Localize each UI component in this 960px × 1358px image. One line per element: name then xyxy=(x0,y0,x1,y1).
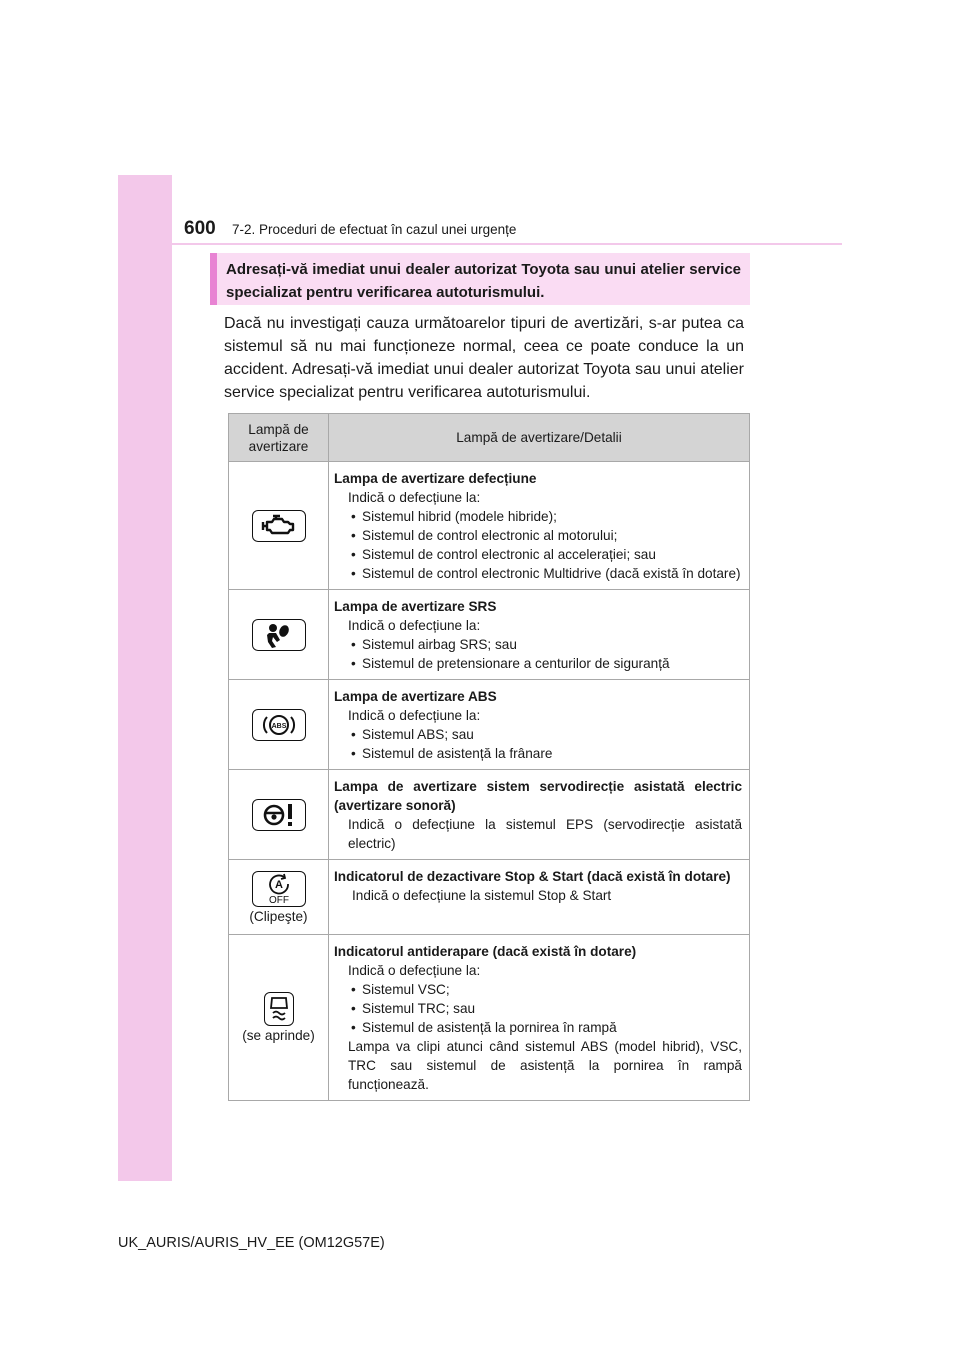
details-cell xyxy=(329,590,750,680)
table-header-row xyxy=(229,414,750,462)
lamp-title: Lampa de avertizare SRS xyxy=(334,599,497,614)
list-item: • Sistemul TRC; sau xyxy=(348,999,742,1018)
list-item: • Sistemul airbag SRS; sau xyxy=(348,635,742,654)
bullet-list xyxy=(334,507,742,583)
icon-cell xyxy=(229,860,329,935)
icon-cell xyxy=(229,935,329,1101)
header-lamp: Lampă de avertizare xyxy=(229,414,329,462)
lamp-title: Indicatorul de dezactivare Stop & Start (dacă există în dotare) xyxy=(334,869,731,884)
header-divider xyxy=(172,243,842,245)
icon-caption: (Clipeşte) xyxy=(249,908,308,924)
bullet-list xyxy=(334,635,742,673)
lamp-subtitle: Indică o defecțiune la sistemul EPS (servodirecție asistată electric) xyxy=(348,817,742,851)
svg-text:OFF: OFF xyxy=(268,894,289,906)
steering-warning-icon xyxy=(252,799,306,831)
lamp-title: Lampa de avertizare defecțiune xyxy=(334,471,537,486)
stop-start-off-icon xyxy=(252,871,306,907)
lamp-subtitle: Indică o defecțiune la sistemul Stop & Start xyxy=(352,888,612,903)
table-row xyxy=(229,935,750,1101)
icon-cell xyxy=(229,770,329,860)
intro-paragraph: Dacă nu investigați cauza următoarelor tipuri de avertizări, s-ar putea ca sistemul să nu mai funcționeze normal, ceea ce poate conduce la un accident. Adresați-vă imediat unui dealer autorizat Toyota sau unui atelier service specializat pentru verificarea autoturismului. xyxy=(224,315,744,401)
list-item: • Sistemul de control electronic al accelerației; sau xyxy=(348,545,742,564)
details-cell xyxy=(329,462,750,590)
lamp-title: Indicatorul antiderapare (dacă există în dotare) xyxy=(334,944,637,959)
engine-icon xyxy=(252,510,306,542)
lamp-subtitle: Indică o defecțiune la: xyxy=(348,490,481,505)
details-cell xyxy=(329,935,750,1101)
bullet-list xyxy=(334,725,742,763)
side-accent-band xyxy=(118,175,172,1181)
table-row xyxy=(229,590,750,680)
list-item: • Sistemul de control electronic al motorului; xyxy=(348,526,742,545)
airbag-icon xyxy=(252,619,306,651)
table-row xyxy=(229,462,750,590)
list-item: • Sistemul VSC; xyxy=(348,980,742,999)
lamp-subtitle: Indică o defecțiune la: xyxy=(348,708,481,723)
skid-icon xyxy=(264,992,294,1026)
icon-cell xyxy=(229,462,329,590)
list-item: • Sistemul de asistență la pornirea în rampă xyxy=(348,1018,742,1037)
details-cell xyxy=(329,860,750,935)
lamp-subtitle: Indică o defecțiune la: xyxy=(348,618,481,633)
lamp-title: Lampa de avertizare ABS xyxy=(334,689,497,704)
details-cell xyxy=(329,770,750,860)
list-item: • Sistemul de asistență la frânare xyxy=(348,744,742,763)
lamp-title: Lampa de avertizare sistem servodirecție asistată electric (avertizare sonoră) xyxy=(334,779,742,813)
callout-box: Adresați-vă imediat unui dealer autorizat Toyota sau unui atelier service specializat pentru verificarea autoturismului. xyxy=(210,253,750,305)
list-item: • Sistemul de control electronic Multidrive (dacă există în dotare) xyxy=(348,564,742,583)
warning-lamps-table xyxy=(228,413,750,1101)
list-item: • Sistemul ABS; sau xyxy=(348,725,742,744)
lamp-note: Lampa va clipi atunci când sistemul ABS (model hibrid), VSC, TRC sau sistemul de asistență la pornirea în rampă funcționează. xyxy=(348,1039,742,1092)
chapter-title: 7-2. Proceduri de efectuat în cazul unei urgențe xyxy=(232,222,517,237)
table-row xyxy=(229,860,750,935)
details-cell xyxy=(329,680,750,770)
bullet-list xyxy=(334,980,742,1037)
page-number: 600 xyxy=(184,218,216,239)
table-row xyxy=(229,680,750,770)
lamp-subtitle: Indică o defecțiune la: xyxy=(348,963,481,978)
icon-cell xyxy=(229,680,329,770)
header-details: Lampă de avertizare/Detalii xyxy=(329,414,750,462)
icon-cell xyxy=(229,590,329,680)
svg-text:ABS: ABS xyxy=(271,722,286,730)
svg-text:A: A xyxy=(274,878,283,891)
list-item: • Sistemul de pretensionare a centurilor de siguranță xyxy=(348,654,742,673)
icon-caption: (se aprinde) xyxy=(242,1028,315,1043)
footer-model-code: UK_AURIS/AURIS_HV_EE (OM12G57E) xyxy=(118,1235,385,1251)
abs-icon xyxy=(252,709,306,741)
table-row xyxy=(229,770,750,860)
list-item: • Sistemul hibrid (modele hibride); xyxy=(348,507,742,526)
